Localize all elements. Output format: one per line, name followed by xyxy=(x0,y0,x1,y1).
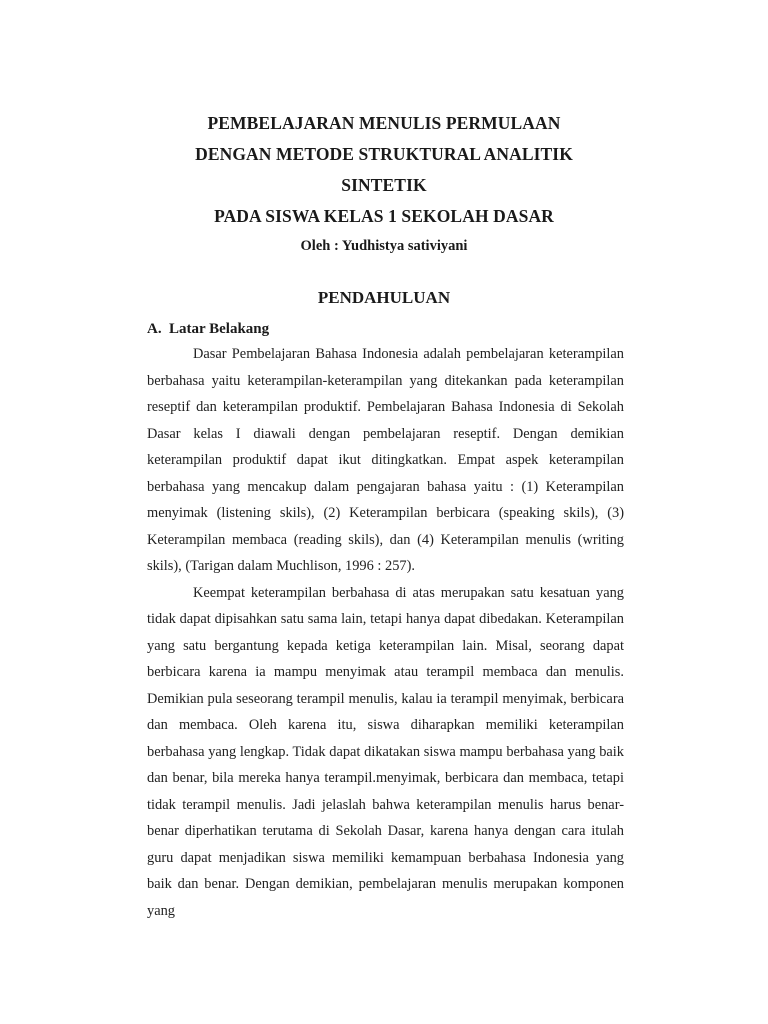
title-line-3: SINTETIK xyxy=(341,175,427,195)
subheading-letter: A. xyxy=(147,321,162,337)
subheading-text: Latar Belakang xyxy=(169,321,270,337)
paragraph-1: Dasar Pembelajaran Bahasa Indonesia adalah pembelajaran keterampilan berbahasa yaitu keterampilan-keterampilan yang ditekankan pada keterampilan reseptif dan keterampilan produktif. Pembelajaran Bahasa Indonesia di Sekolah Dasar kelas I diawali dengan pembelajaran reseptif. Dengan demikian keterampilan produktif dapat ikut ditingkatkan. Empat aspek keterampilan berbahasa yang mencakup dalam pengajaran bahasa yaitu : (1) Keterampilan menyimak (listening skils), (2) Keterampilan berbicara (speaking skils), (3) Keterampilan membaca (reading skils), dan (4) Keterampilan menulis (writing skils), (Tarigan dalam Muchlison, 1996 : 257). xyxy=(147,346,624,574)
paragraph-2: Keempat keterampilan berbahasa di atas merupakan satu kesatuan yang tidak dapat dipisahkan satu sama lain, tetapi hanya dapat dibedakan. Keterampilan yang satu bergantung kepada ketiga keterampilan lain. Misal, seorang dapat berbicara karena ia mampu menyimak atau terampil membaca dan menulis. Demikian pula seseorang terampil menulis, kalau ia terampil menyimak, berbicara dan membaca. Oleh karena itu, siswa diharapkan memiliki keterampilan berbahasa yang lengkap. Tidak dapat dikatakan siswa mampu berbahasa yang baik dan benar, bila mereka hanya terampil.menyimak, berbicara dan membaca, tetapi tidak terampil menulis. Jadi jelaslah bahwa keterampilan menulis harus benar-benar diperhatikan terutama di Sekolah Dasar, karena hanya dengan cara itulah guru dapat menjadikan siswa memiliki kemampuan berbahasa Indonesia yang baik dan benar. Dengan demikian, pembelajaran menulis merupakan komponen yang xyxy=(147,584,624,919)
title-line-1: PEMBELAJARAN MENULIS PERMULAAN xyxy=(207,113,561,133)
title-line-4: PADA SISWA KELAS 1 SEKOLAH DASAR xyxy=(214,206,554,226)
subheading xyxy=(147,318,269,340)
section-heading: PENDAHULUAN xyxy=(317,288,451,307)
body-text xyxy=(147,341,624,924)
title-line-2: DENGAN METODE STRUKTURAL ANALITIK xyxy=(195,144,573,164)
author-line: Oleh : Yudhistya sativiyani xyxy=(300,238,468,254)
title-block xyxy=(0,108,768,258)
